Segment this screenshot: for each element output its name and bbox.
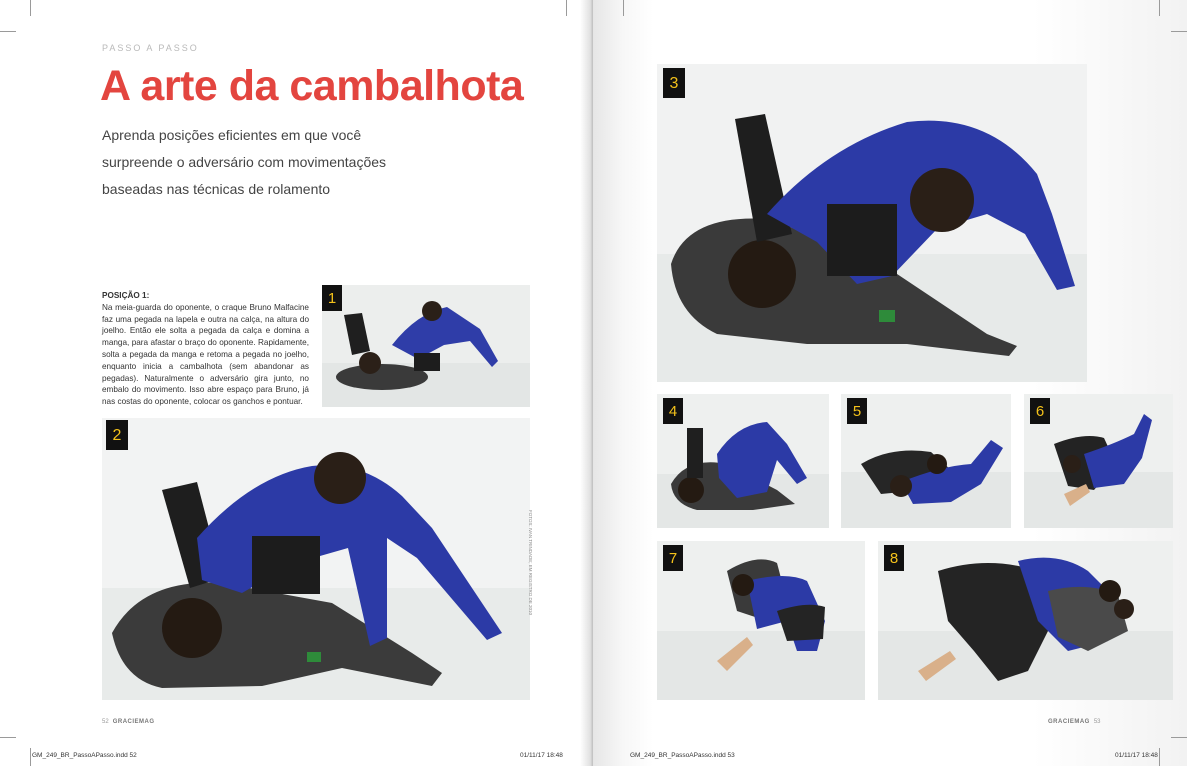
slug-file: GM_249_BR_PassoAPasso.indd 52 <box>32 752 137 759</box>
right-folio <box>1048 719 1101 725</box>
grappling-image-8 <box>878 541 1173 700</box>
step-badge-2: 2 <box>106 420 128 450</box>
page-number: 53 <box>1093 719 1101 725</box>
left-folio <box>102 719 155 725</box>
left-page <box>0 0 593 766</box>
article-subtitle: Aprenda posições eficientes em que você surpreende o adversário com movimentações baseadas nas técnicas de rolamento <box>102 127 387 197</box>
photo-credit: FOTOS: IVAN TRINDADE; EM REGISTRO DE 2010 <box>528 510 533 616</box>
step-badge-8: 8 <box>884 545 904 571</box>
crop-mark <box>0 31 16 32</box>
step-photo-2 <box>102 418 530 700</box>
step-photo-7 <box>657 541 865 700</box>
crop-mark <box>0 737 16 738</box>
crop-mark <box>30 748 31 766</box>
slug-date: 01/11/17 18:48 <box>520 752 563 759</box>
crop-mark <box>1171 737 1187 738</box>
right-page <box>593 0 1187 766</box>
position-heading: POSIÇÃO 1: <box>102 291 150 300</box>
crop-mark <box>30 0 31 16</box>
section-kicker: PASSO A PASSO <box>102 43 199 53</box>
step-photo-1 <box>322 285 530 407</box>
grappling-image-2 <box>102 418 530 700</box>
slug-date: 01/11/17 18:48 <box>1115 752 1158 759</box>
crop-mark <box>1171 31 1187 32</box>
flag-patch-icon <box>879 310 895 322</box>
step-badge-5: 5 <box>847 398 867 424</box>
slug-file: GM_249_BR_PassoAPasso.indd 53 <box>630 752 735 759</box>
crop-mark <box>1159 0 1160 16</box>
step-photo-3 <box>657 64 1087 382</box>
flag-patch-icon <box>307 652 321 662</box>
page-number: 52 <box>102 719 109 725</box>
step-badge-6: 6 <box>1030 398 1050 424</box>
article-title: A arte da cambalhota <box>100 62 524 110</box>
article-body <box>102 290 309 408</box>
step-badge-7: 7 <box>663 545 683 571</box>
magazine-name: GRACIEMAG <box>112 719 155 725</box>
step-badge-1: 1 <box>322 285 342 311</box>
step-badge-3: 3 <box>663 68 685 98</box>
crop-mark <box>1159 748 1160 766</box>
step-photo-6 <box>1024 394 1173 528</box>
step-photo-8 <box>878 541 1173 700</box>
crop-mark <box>566 0 567 16</box>
grappling-image-1 <box>322 285 530 407</box>
step-photo-5 <box>841 394 1011 528</box>
step-badge-4: 4 <box>663 398 683 424</box>
grappling-image-3 <box>657 64 1087 382</box>
position-description: Na meia-guarda do oponente, o craque Bruno Malfacine faz uma pegada na lapela e outra na calça, na altura do joelho. Então ele solta a pegada da calça e domina a manga, para afastar o braço do oponente. Rapidamente, solta a pegada da manga e retoma a pegada no joelho, enquanto inicia a cambalhota (sem abandonar as pegadas). Naturalmente o adversário gira junto, no embalo do movimento. Isso abre espaço para Bruno, já nas costas do oponente, colocar os ganchos e pontuar. <box>102 302 309 407</box>
crop-mark <box>623 0 624 16</box>
magazine-name: GRACIEMAG <box>1048 719 1090 725</box>
grappling-image-7 <box>657 541 865 700</box>
step-photo-4 <box>657 394 829 528</box>
